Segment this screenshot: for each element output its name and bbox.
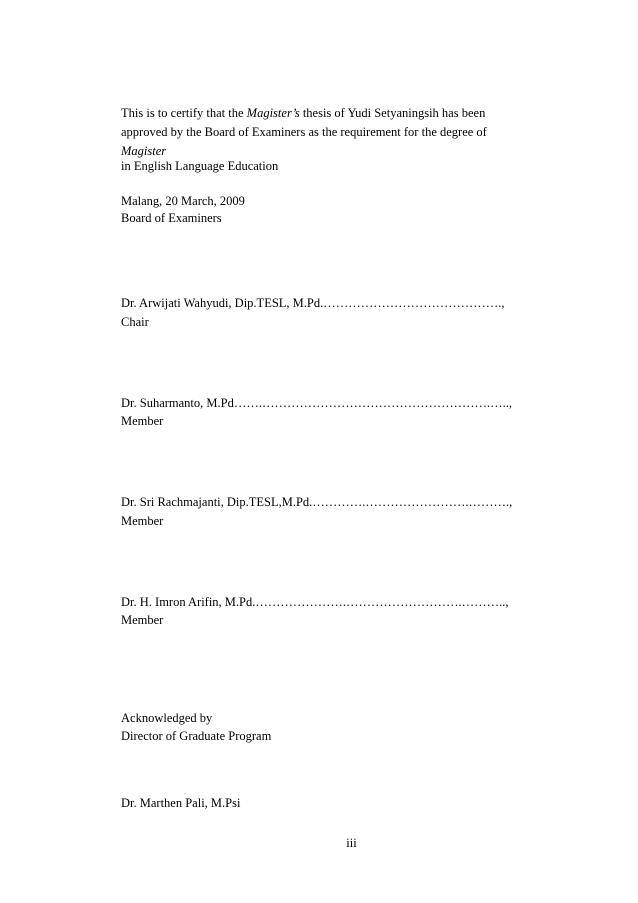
examiner-role: Chair	[121, 315, 149, 329]
board-heading: Board of Examiners	[121, 211, 222, 225]
certification-line-2: approved by the Board of Examiners as the requirement for the degree of	[121, 125, 487, 139]
place-date: Malang, 20 March, 2009	[121, 194, 245, 208]
director-position: Director of Graduate Program	[121, 729, 272, 743]
examiner-signature-line: Dr. H. Imron Arifin, M.Pd.………………….……………………….………..,	[121, 595, 509, 609]
director-name: Dr. Marthen Pali, M.Psi	[121, 796, 241, 810]
magister-possessive: Magister’s	[246, 106, 300, 120]
certification-line-3: Magister	[121, 144, 167, 158]
acknowledged-by-label: Acknowledged by	[121, 711, 213, 725]
certification-line-1: This is to certify that the Magister’s thesis of Yudi Setyaningsih has been	[121, 106, 486, 120]
examiner-signature-line: Dr. Arwijati Wahyudi, Dip.TESL, M.Pd.…………………………………….,	[121, 296, 505, 310]
examiner-role: Member	[121, 514, 164, 528]
certification-line-4: in English Language Education	[121, 159, 279, 173]
examiner-role: Member	[121, 414, 164, 428]
examiner-role: Member	[121, 613, 164, 627]
examiner-signature-line: Dr. Sri Rachmajanti, Dip.TESL,M.Pd.………….…………………….……….,	[121, 495, 513, 509]
examiner-signature-line: Dr. Suharmanto, M.Pd…….……………………………………………….…..,	[121, 396, 512, 410]
page-number: iii	[346, 836, 357, 850]
